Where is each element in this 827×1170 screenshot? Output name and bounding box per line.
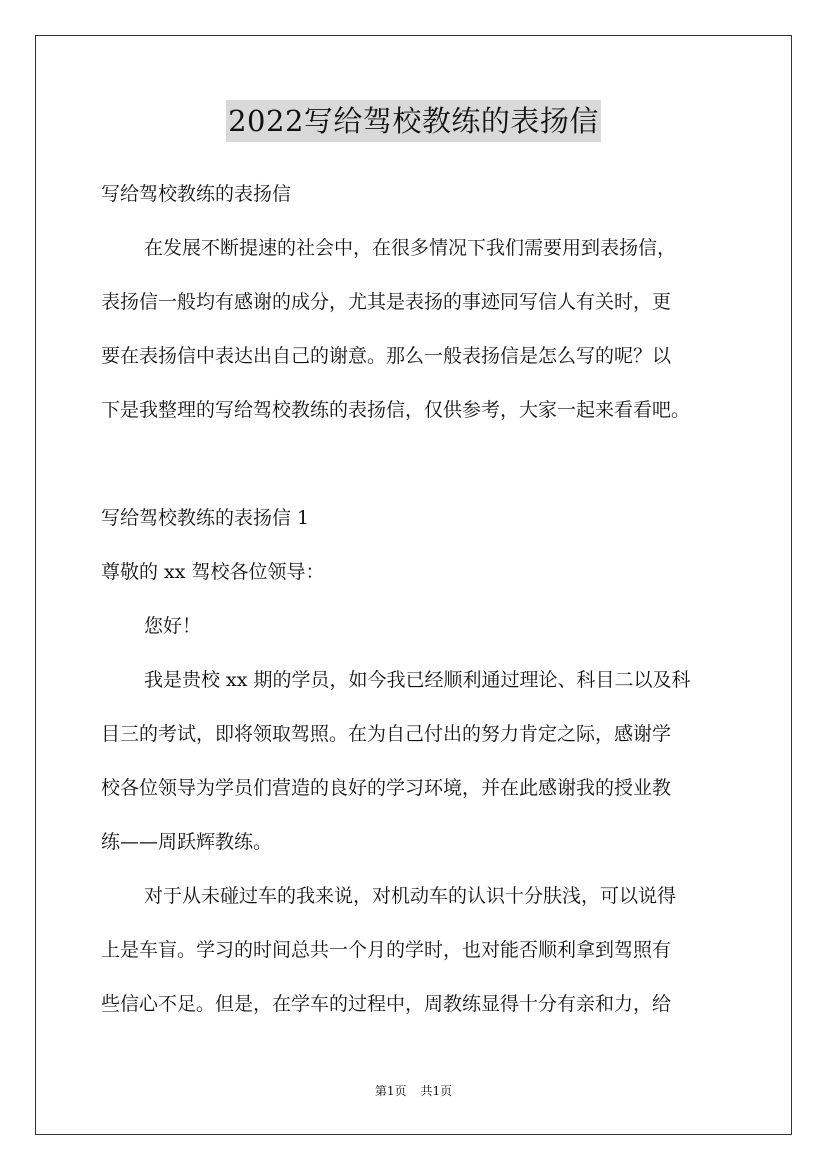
section-heading: 写给驾校教练的表扬信 1 bbox=[101, 507, 310, 529]
paragraph-line: 目三的考试，即将领取驾照。在为自己付出的努力肯定之际，感谢学 bbox=[101, 723, 672, 745]
paragraph-line: 上是车盲。学习的时间总共一个月的学时，也对能否顺利拿到驾照有 bbox=[101, 939, 672, 961]
paragraph-line: 要在表扬信中表达出自己的谢意。那么一般表扬信是怎么写的呢？以 bbox=[101, 345, 672, 367]
subtitle-line: 写给驾校教练的表扬信 bbox=[101, 183, 292, 205]
page-number: 第1页 bbox=[374, 1084, 407, 1098]
paragraph-line: 校各位领导为学员们营造的良好的学习环境，并在此感谢我的授业教 bbox=[101, 777, 672, 799]
paragraph-line: 练——周跃辉教练。 bbox=[101, 831, 273, 853]
paragraph-line: 在发展不断提速的社会中，在很多情况下我们需要用到表扬信， bbox=[144, 237, 677, 259]
greeting-line: 您好！ bbox=[144, 615, 202, 637]
paragraph-line: 我是贵校 xx 期的学员，如今我已经顺利通过理论、科目二以及科 bbox=[144, 669, 691, 691]
document-title: 2022写给驾校教练的表扬信 bbox=[226, 100, 601, 142]
title-container bbox=[0, 100, 827, 142]
page-total: 共1页 bbox=[420, 1084, 453, 1098]
paragraph-line: 些信心不足。但是，在学车的过程中，周教练显得十分有亲和力，给 bbox=[101, 993, 672, 1015]
page-footer bbox=[0, 1083, 827, 1099]
paragraph-line: 对于从未碰过车的我来说，对机动车的认识十分肤浅，可以说得 bbox=[144, 885, 677, 907]
salutation-line: 尊敬的 xx 驾校各位领导： bbox=[101, 561, 325, 583]
paragraph-line: 表扬信一般均有感谢的成分，尤其是表扬的事迹同写信人有关时，更 bbox=[101, 291, 672, 313]
paragraph-line: 下是我整理的写给驾校教练的表扬信，仅供参考，大家一起来看看吧。 bbox=[101, 399, 691, 421]
